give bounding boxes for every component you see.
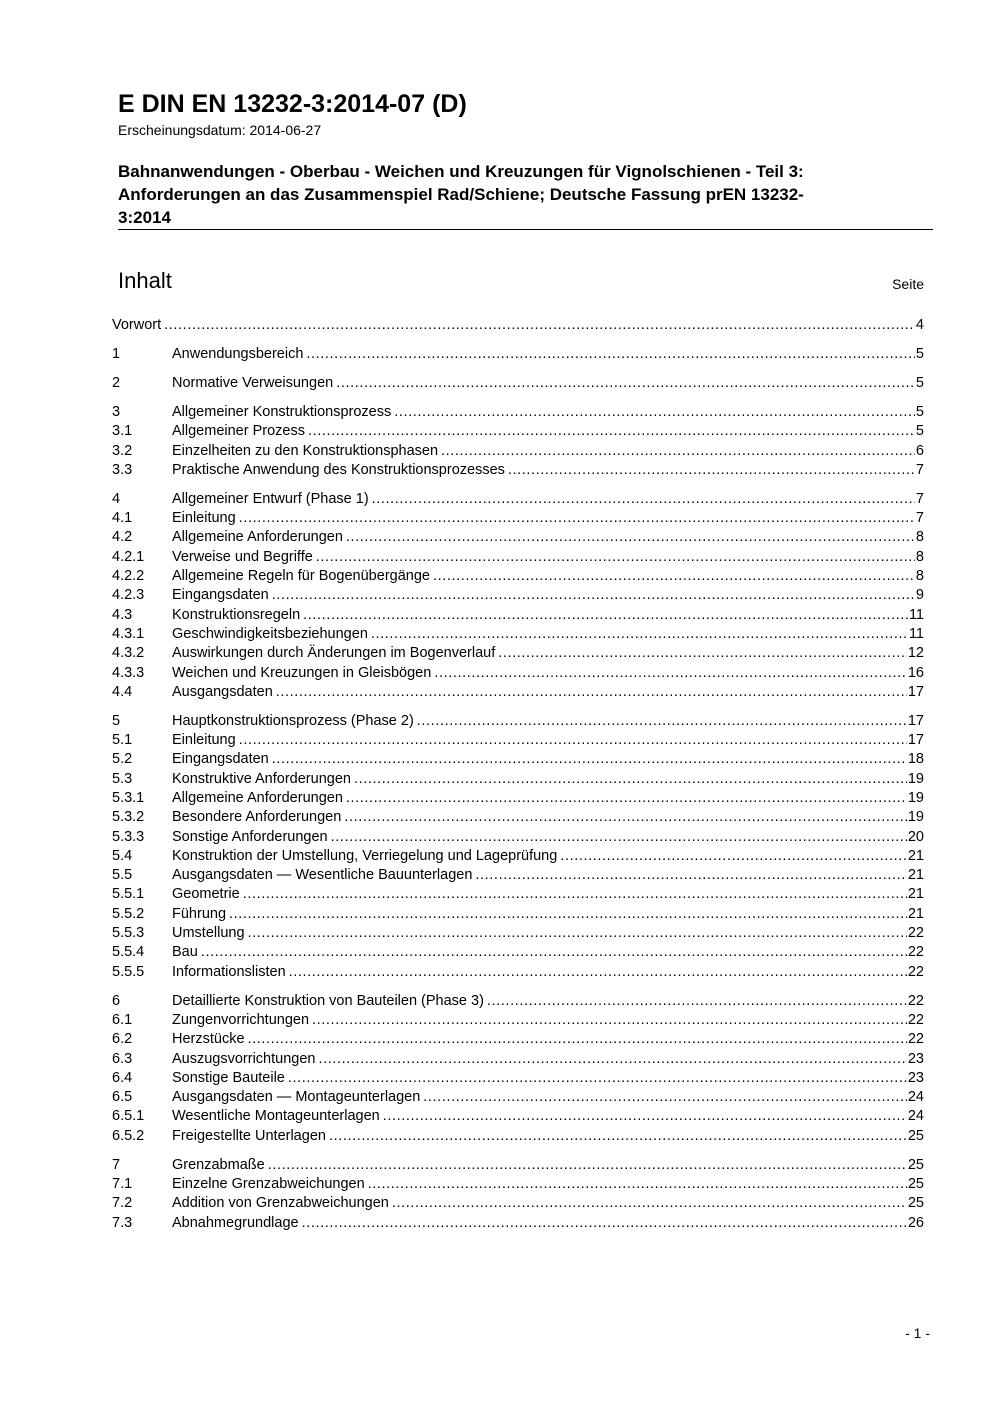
toc-dot-leader [336,374,915,393]
toc-entry-number: 3 [112,403,121,420]
toc-entry-page: 8 [915,529,924,546]
toc-dot-leader [276,683,907,702]
toc-dot-leader [239,731,907,750]
toc-entry-title: Grenzabmaße [172,1156,265,1173]
toc-dot-leader [329,1127,907,1146]
toc-dot-leader [498,644,907,663]
toc-entry-number: 5.3 [112,770,133,787]
toc-entry[interactable] [112,1127,924,1146]
toc-entry-page: 22 [907,1011,924,1028]
toc-dot-leader [272,750,907,769]
toc-entry-title: Allgemeiner Konstruktionsprozess [172,403,392,420]
toc-entry-page: 5 [915,403,924,420]
toc-dot-leader [371,625,908,644]
toc-entry-number: 4.2.2 [112,568,145,585]
toc-entry[interactable] [112,847,924,866]
toc-entry-number: 4.2.1 [112,548,145,565]
table-of-contents [112,316,924,1233]
toc-entry[interactable] [112,403,924,422]
toc-entry-title: Umstellung [172,925,245,942]
document-title-line: 3:2014 [118,208,171,227]
toc-entry-number: 5.5 [112,867,133,884]
toc-entry-number: 5.1 [112,732,133,749]
toc-dot-leader [368,1175,907,1194]
toc-entry[interactable] [112,548,924,567]
toc-entry[interactable] [112,664,924,683]
toc-entry[interactable] [112,1050,924,1069]
toc-entry[interactable] [112,1107,924,1126]
toc-entry-page: 19 [907,789,924,806]
toc-entry[interactable] [112,316,924,335]
toc-entry-page: 5 [915,423,924,440]
toc-entry-title: Sonstige Anforderungen [172,828,328,845]
toc-entry-title: Bau [172,944,198,961]
toc-dot-leader [346,789,907,808]
toc-dot-leader [394,403,915,422]
toc-entry-page: 23 [907,1050,924,1067]
toc-dot-leader [268,1156,907,1175]
toc-entry-number: 6.2 [112,1031,133,1048]
toc-entry-title: Besondere Anforderungen [172,809,342,826]
toc-entry-page: 9 [915,587,924,604]
toc-entry-number: 6 [112,992,121,1009]
toc-entry-page: 22 [907,944,924,961]
toc-entry-page: 16 [907,664,924,681]
toc-entry-number: 5.5.3 [112,925,145,942]
toc-dot-leader [441,442,915,461]
toc-entry[interactable] [112,606,924,625]
toc-entry-title: Weichen und Kreuzungen in Gleisbögen [172,664,432,681]
toc-entry-number: 4.1 [112,510,133,527]
toc-entry-number: 3.2 [112,442,133,459]
toc-dot-leader [392,1194,907,1213]
document-id: E DIN EN 13232-3:2014-07 (D) [118,90,467,118]
toc-entry-number: 5.3.1 [112,789,145,806]
toc-entry[interactable] [112,963,924,982]
toc-entry-number: 6.3 [112,1050,133,1067]
toc-dot-leader [475,866,906,885]
toc-entry[interactable] [112,345,924,364]
toc-entry-number: 6.4 [112,1069,133,1086]
toc-entry-number: 5.4 [112,847,133,864]
toc-dot-leader [201,943,907,962]
toc-entry-title: Allgemeine Regeln für Bogenübergänge [172,568,430,585]
toc-entry-title: Ausgangsdaten [172,683,273,700]
toc-entry-number: 3.3 [112,461,133,478]
toc-entry[interactable] [112,490,924,509]
toc-entry-page: 8 [915,548,924,565]
toc-entry-title: Allgemeiner Entwurf (Phase 1) [172,490,369,507]
toc-entry[interactable] [112,770,924,789]
title-divider [118,229,933,230]
toc-entry[interactable] [112,828,924,847]
toc-dot-leader [229,905,907,924]
toc-entry-number: 6.1 [112,1011,133,1028]
toc-entry-title: Anwendungsbereich [172,345,304,362]
toc-dot-leader [164,316,915,335]
toc-entry-number: 6.5 [112,1089,133,1106]
toc-entry[interactable] [112,683,924,702]
toc-entry[interactable] [112,1194,924,1213]
toc-entry-page: 25 [907,1175,924,1192]
toc-entry-title: Allgemeine Anforderungen [172,529,343,546]
toc-entry-page: 11 [908,606,924,623]
toc-dot-leader [248,924,907,943]
toc-entry-number: 4.2.3 [112,587,145,604]
toc-entry-title: Einleitung [172,732,236,749]
toc-dot-leader [306,345,915,364]
toc-entry-number: 4.3.2 [112,645,145,662]
toc-entry-title: Eingangsdaten [172,587,269,604]
toc-dot-leader [308,422,915,441]
toc-dot-leader [289,963,907,982]
toc-entry-title: Eingangsdaten [172,751,269,768]
toc-entry-number: 6.5.2 [112,1127,145,1144]
document-title-line: Bahnanwendungen - Oberbau - Weichen und Kreuzungen für Vignolschienen - Teil 3: [118,162,804,181]
toc-entry-page: 25 [907,1195,924,1212]
toc-entry-page: 17 [907,732,924,749]
toc-entry[interactable] [112,442,924,461]
toc-entry-page: 7 [915,490,924,507]
toc-entry-page: 5 [915,374,924,391]
toc-entry-page: 24 [907,1089,924,1106]
toc-page-label: Seite [892,276,924,292]
toc-entry-title: Auszugsvorrichtungen [172,1050,316,1067]
toc-entry-page: 19 [907,770,924,787]
toc-dot-leader [312,1011,907,1030]
toc-entry-title: Zungenvorrichtungen [172,1011,310,1028]
toc-entry[interactable] [112,374,924,393]
toc-entry-page: 5 [915,345,924,362]
toc-entry-number: 5.5.2 [112,905,145,922]
toc-entry-page: 12 [907,645,924,662]
toc-entry-page: 4 [915,317,924,333]
toc-entry[interactable] [112,625,924,644]
toc-dot-leader [487,992,907,1011]
toc-entry-page: 26 [907,1214,924,1231]
toc-entry[interactable] [112,905,924,924]
toc-entry-number: 4.2 [112,529,133,546]
toc-entry-number: 5.5.5 [112,963,145,980]
toc-entry-number: 4 [112,490,121,507]
toc-entry-number: 5.3.2 [112,809,145,826]
toc-entry-page: 21 [907,867,924,884]
toc-entry-number: 4.3.1 [112,625,145,642]
toc-entry-number: 3.1 [112,423,133,440]
toc-entry-title: Führung [172,905,227,922]
toc-entry[interactable] [112,461,924,480]
toc-entry-page: 18 [907,751,924,768]
toc-entry-page: 25 [907,1156,924,1173]
toc-entry[interactable] [112,712,924,731]
toc-entry-number: 5.2 [112,751,133,768]
toc-dot-leader [417,712,907,731]
toc-entry-page: 6 [915,442,924,459]
publication-date: Erscheinungsdatum: 2014-06-27 [118,122,322,138]
page-number: - 1 - [905,1325,930,1341]
toc-entry-number: 5.3.3 [112,828,145,845]
toc-dot-leader [344,808,907,827]
toc-entry-title: Geometrie [172,886,240,903]
toc-entry-title: Auswirkungen durch Änderungen im Bogenverlauf [172,645,496,662]
toc-entry[interactable] [112,422,924,441]
toc-entry[interactable] [112,1030,924,1049]
toc-entry[interactable] [112,924,924,943]
toc-entry[interactable] [112,1088,924,1107]
toc-entry-title: Praktische Anwendung des Konstruktionsprozesses [172,461,505,478]
toc-entry-title: Konstruktion der Umstellung, Verriegelung und Lageprüfung [172,847,558,864]
toc-entry[interactable] [112,789,924,808]
toc-dot-leader [423,1088,907,1107]
toc-entry-title: Einzelheiten zu den Konstruktionsphasen [172,442,439,459]
toc-entry-page: 24 [907,1108,924,1125]
toc-entry-title: Sonstige Bauteile [172,1069,285,1086]
toc-entry-number: 5 [112,712,121,729]
toc-entry-number: 4.3.3 [112,664,145,681]
toc-entry[interactable] [112,567,924,586]
toc-entry[interactable] [112,866,924,885]
toc-entry-number: 4.4 [112,683,133,700]
toc-entry-title: Ausgangsdaten — Wesentliche Bauunterlagen [172,867,473,884]
toc-entry-title: Vorwort [112,317,162,333]
toc-dot-leader [316,548,915,567]
toc-entry-title: Einzelne Grenzabweichungen [172,1175,365,1192]
toc-entry-title: Konstruktive Anforderungen [172,770,351,787]
toc-dot-leader [243,885,907,904]
toc-dot-leader [346,528,915,547]
toc-entry-title: Detaillierte Konstruktion von Bauteilen (Phase 3) [172,992,484,1009]
toc-entry-number: 7.1 [112,1175,133,1192]
toc-entry-title: Geschwindigkeitsbeziehungen [172,625,368,642]
toc-entry-title: Herzstücke [172,1031,245,1048]
toc-entry-page: 19 [907,809,924,826]
document-title [118,160,933,229]
toc-entry-number: 7.2 [112,1195,133,1212]
toc-dot-leader [303,606,908,625]
toc-entry-title: Allgemeiner Prozess [172,423,305,440]
toc-dot-leader [248,1030,907,1049]
toc-dot-leader [372,490,915,509]
toc-entry-number: 5.5.4 [112,944,145,961]
toc-entry-title: Abnahmegrundlage [172,1214,299,1231]
toc-entry-number: 7.3 [112,1214,133,1231]
toc-entry-page: 22 [907,963,924,980]
toc-entry-title: Wesentliche Montageunterlagen [172,1108,380,1125]
toc-entry-number: 6.5.1 [112,1108,145,1125]
toc-entry-page: 22 [907,992,924,1009]
toc-dot-leader [239,509,915,528]
toc-dot-leader [354,770,907,789]
toc-dot-leader [288,1069,907,1088]
toc-entry[interactable] [112,586,924,605]
toc-entry[interactable] [112,644,924,663]
toc-dot-leader [302,1214,907,1233]
toc-entry-page: 21 [907,847,924,864]
toc-entry-page: 22 [907,1031,924,1048]
toc-dot-leader [434,664,907,683]
toc-dot-leader [331,828,907,847]
toc-dot-leader [433,567,915,586]
toc-entry[interactable] [112,1156,924,1175]
toc-entry-title: Addition von Grenzabweichungen [172,1195,389,1212]
toc-entry-title: Informationslisten [172,963,286,980]
toc-entry-page: 23 [907,1069,924,1086]
toc-entry-page: 25 [907,1127,924,1144]
toc-entry-title: Normative Verweisungen [172,374,334,391]
toc-entry[interactable] [112,1214,924,1233]
toc-entry-page: 21 [907,905,924,922]
toc-entry-number: 1 [112,345,121,362]
toc-entry-page: 7 [915,510,924,527]
toc-dot-leader [508,461,915,480]
toc-entry-page: 22 [907,925,924,942]
toc-entry[interactable] [112,992,924,1011]
toc-entry-page: 21 [907,886,924,903]
toc-entry-title: Ausgangsdaten — Montageunterlagen [172,1089,421,1106]
toc-entry[interactable] [112,509,924,528]
toc-entry-number: 7 [112,1156,121,1173]
toc-entry-number: 5.5.1 [112,886,145,903]
toc-entry-number: 4.3 [112,606,133,623]
toc-entry-title: Einleitung [172,510,236,527]
toc-dot-leader [272,586,915,605]
toc-entry-title: Freigestellte Unterlagen [172,1127,326,1144]
toc-entry[interactable] [112,750,924,769]
document-title-line: Anforderungen an das Zusammenspiel Rad/Schiene; Deutsche Fassung prEN 13232- [118,185,804,204]
toc-entry-page: 17 [907,712,924,729]
toc-entry-page: 7 [915,461,924,478]
toc-entry-title: Konstruktionsregeln [172,606,301,623]
toc-entry-title: Allgemeine Anforderungen [172,789,343,806]
toc-entry-page: 8 [915,568,924,585]
toc-entry[interactable] [112,731,924,750]
toc-entry[interactable] [112,943,924,962]
toc-entry-title: Verweise und Begriffe [172,548,313,565]
toc-entry-title: Hauptkonstruktionsprozess (Phase 2) [172,712,414,729]
toc-entry-number: 2 [112,374,121,391]
toc-entry[interactable] [112,528,924,547]
toc-entry-page: 20 [907,828,924,845]
toc-dot-leader [318,1050,906,1069]
toc-entry-page: 11 [908,625,924,642]
toc-entry[interactable] [112,1069,924,1088]
toc-entry[interactable] [112,1175,924,1194]
toc-heading: Inhalt [118,268,172,293]
toc-entry-page: 17 [907,683,924,700]
toc-entry[interactable] [112,885,924,904]
toc-entry[interactable] [112,1011,924,1030]
toc-dot-leader [560,847,907,866]
toc-entry[interactable] [112,808,924,827]
toc-dot-leader [383,1107,907,1126]
